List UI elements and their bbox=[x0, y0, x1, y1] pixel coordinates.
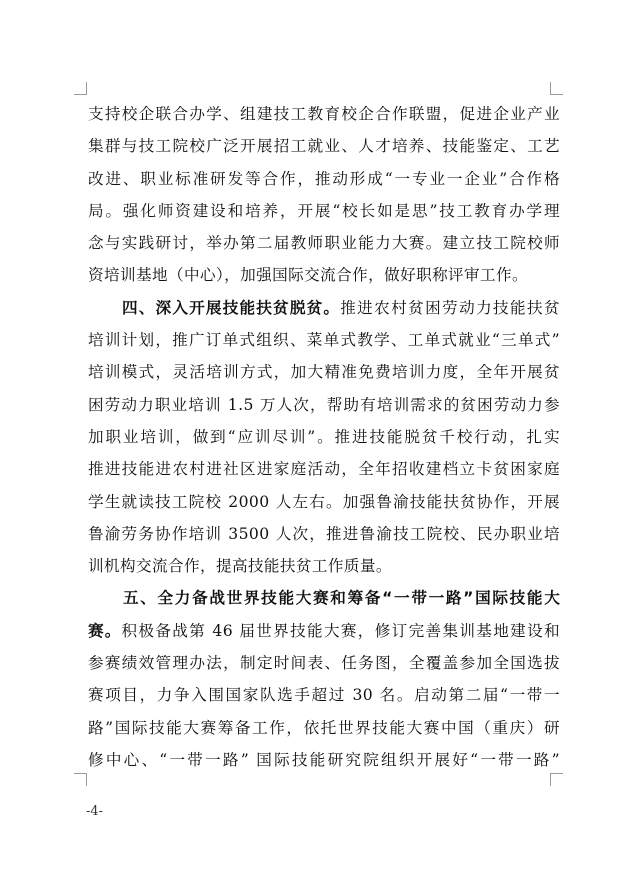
crop-mark-top-left bbox=[74, 82, 87, 95]
text-segment: 困劳动力职业培训 1.5 万人次，帮助有培训需求的贫困劳动力参 bbox=[88, 395, 560, 414]
text-segment bbox=[88, 589, 123, 607]
text-segment: 集群与技工院校广泛开展招工就业、人才培养、技能鉴定、工艺 bbox=[88, 137, 560, 156]
text-line bbox=[88, 518, 560, 550]
text-line bbox=[88, 421, 560, 453]
text-segment: 改进、职业标准研发等合作，推动形成“一专业一企业”合作格 bbox=[88, 169, 560, 188]
text-line bbox=[88, 744, 560, 776]
text-segment: 训机构交流合作，提高技能扶贫工作质量。 bbox=[88, 557, 392, 576]
text-segment: 支持校企联合办学、组建技工教育校企合作联盟，促进企业产业 bbox=[88, 105, 560, 123]
text-line bbox=[88, 712, 560, 744]
text-line bbox=[88, 647, 560, 679]
text-line bbox=[88, 550, 560, 582]
text-segment: 参赛绩效管理办法，制定时间表、任务图，全覆盖参加全国选拔 bbox=[88, 654, 560, 673]
text-segment: 路”国际技能大赛筹备工作，依托世界技能大赛中国（重庆）研 bbox=[88, 718, 560, 737]
text-segment: 念与实践研讨，举办第二届教师职业能力大赛。建立技工院校师 bbox=[88, 234, 560, 253]
text-segment: 资培训基地（中心），加强国际交流合作，做好职称评审工作。 bbox=[88, 266, 529, 285]
text-line bbox=[88, 486, 560, 518]
text-line bbox=[88, 679, 560, 711]
text-line bbox=[88, 292, 560, 324]
text-segment bbox=[88, 299, 122, 317]
text-line bbox=[88, 195, 560, 227]
text-segment: 修中心、“一带一路” 国际技能研究院组织开展好“一带一路” bbox=[88, 750, 560, 769]
section-heading: 赛。 bbox=[88, 621, 122, 640]
text-line bbox=[88, 324, 560, 356]
text-segment: 培训计划，推广订单式组织、菜单式教学、工单式就业“三单式” bbox=[88, 331, 560, 350]
text-line bbox=[88, 389, 560, 421]
text-segment: 推进农村贫困劳动力技能扶贫 bbox=[340, 298, 560, 317]
text-segment: 加职业培训，做到“应训尽训”。推进技能脱贫千校行动，扎实 bbox=[88, 427, 560, 446]
text-line bbox=[88, 259, 560, 291]
crop-mark-top-right bbox=[550, 82, 563, 95]
text-segment: 培训模式，灵活培训方式，加大精准免费培训力度，全年开展贫 bbox=[88, 363, 560, 382]
text-line bbox=[88, 130, 560, 162]
text-line bbox=[88, 163, 560, 195]
body-text bbox=[88, 98, 560, 776]
crop-mark-bottom-left bbox=[74, 773, 87, 786]
text-segment: 鲁渝劳务协作培训 3500 人次，推进鲁渝技工院校、民办职业培 bbox=[88, 524, 560, 543]
text-line bbox=[88, 356, 560, 388]
text-segment: 赛项目，力争入围国家队选手超过 30 名。启动第二届“一带一 bbox=[88, 686, 560, 705]
text-segment: 推进技能进农村进社区进家庭活动，全年招收建档立卡贫困家庭 bbox=[88, 460, 560, 479]
text-line bbox=[88, 582, 560, 614]
text-line bbox=[88, 615, 560, 647]
section-heading: 五、全力备战世界技能大赛和筹备“一带一路”国际技能大 bbox=[122, 589, 560, 608]
text-line bbox=[88, 227, 560, 259]
text-segment: 学生就读技工院校 2000 人左右。加强鲁渝技能扶贫协作，开展 bbox=[88, 492, 560, 511]
page-number: -4- bbox=[86, 804, 104, 819]
text-line bbox=[88, 98, 560, 130]
text-segment: 局。强化师资建设和培养，开展“校长如是思”技工教育办学理 bbox=[88, 201, 560, 220]
text-line bbox=[88, 453, 560, 485]
section-heading: 四、深入开展技能扶贫脱贫。 bbox=[121, 298, 341, 317]
text-segment: 积极备战第 46 届世界技能大赛，修订完善集训基地建设和 bbox=[121, 621, 560, 640]
